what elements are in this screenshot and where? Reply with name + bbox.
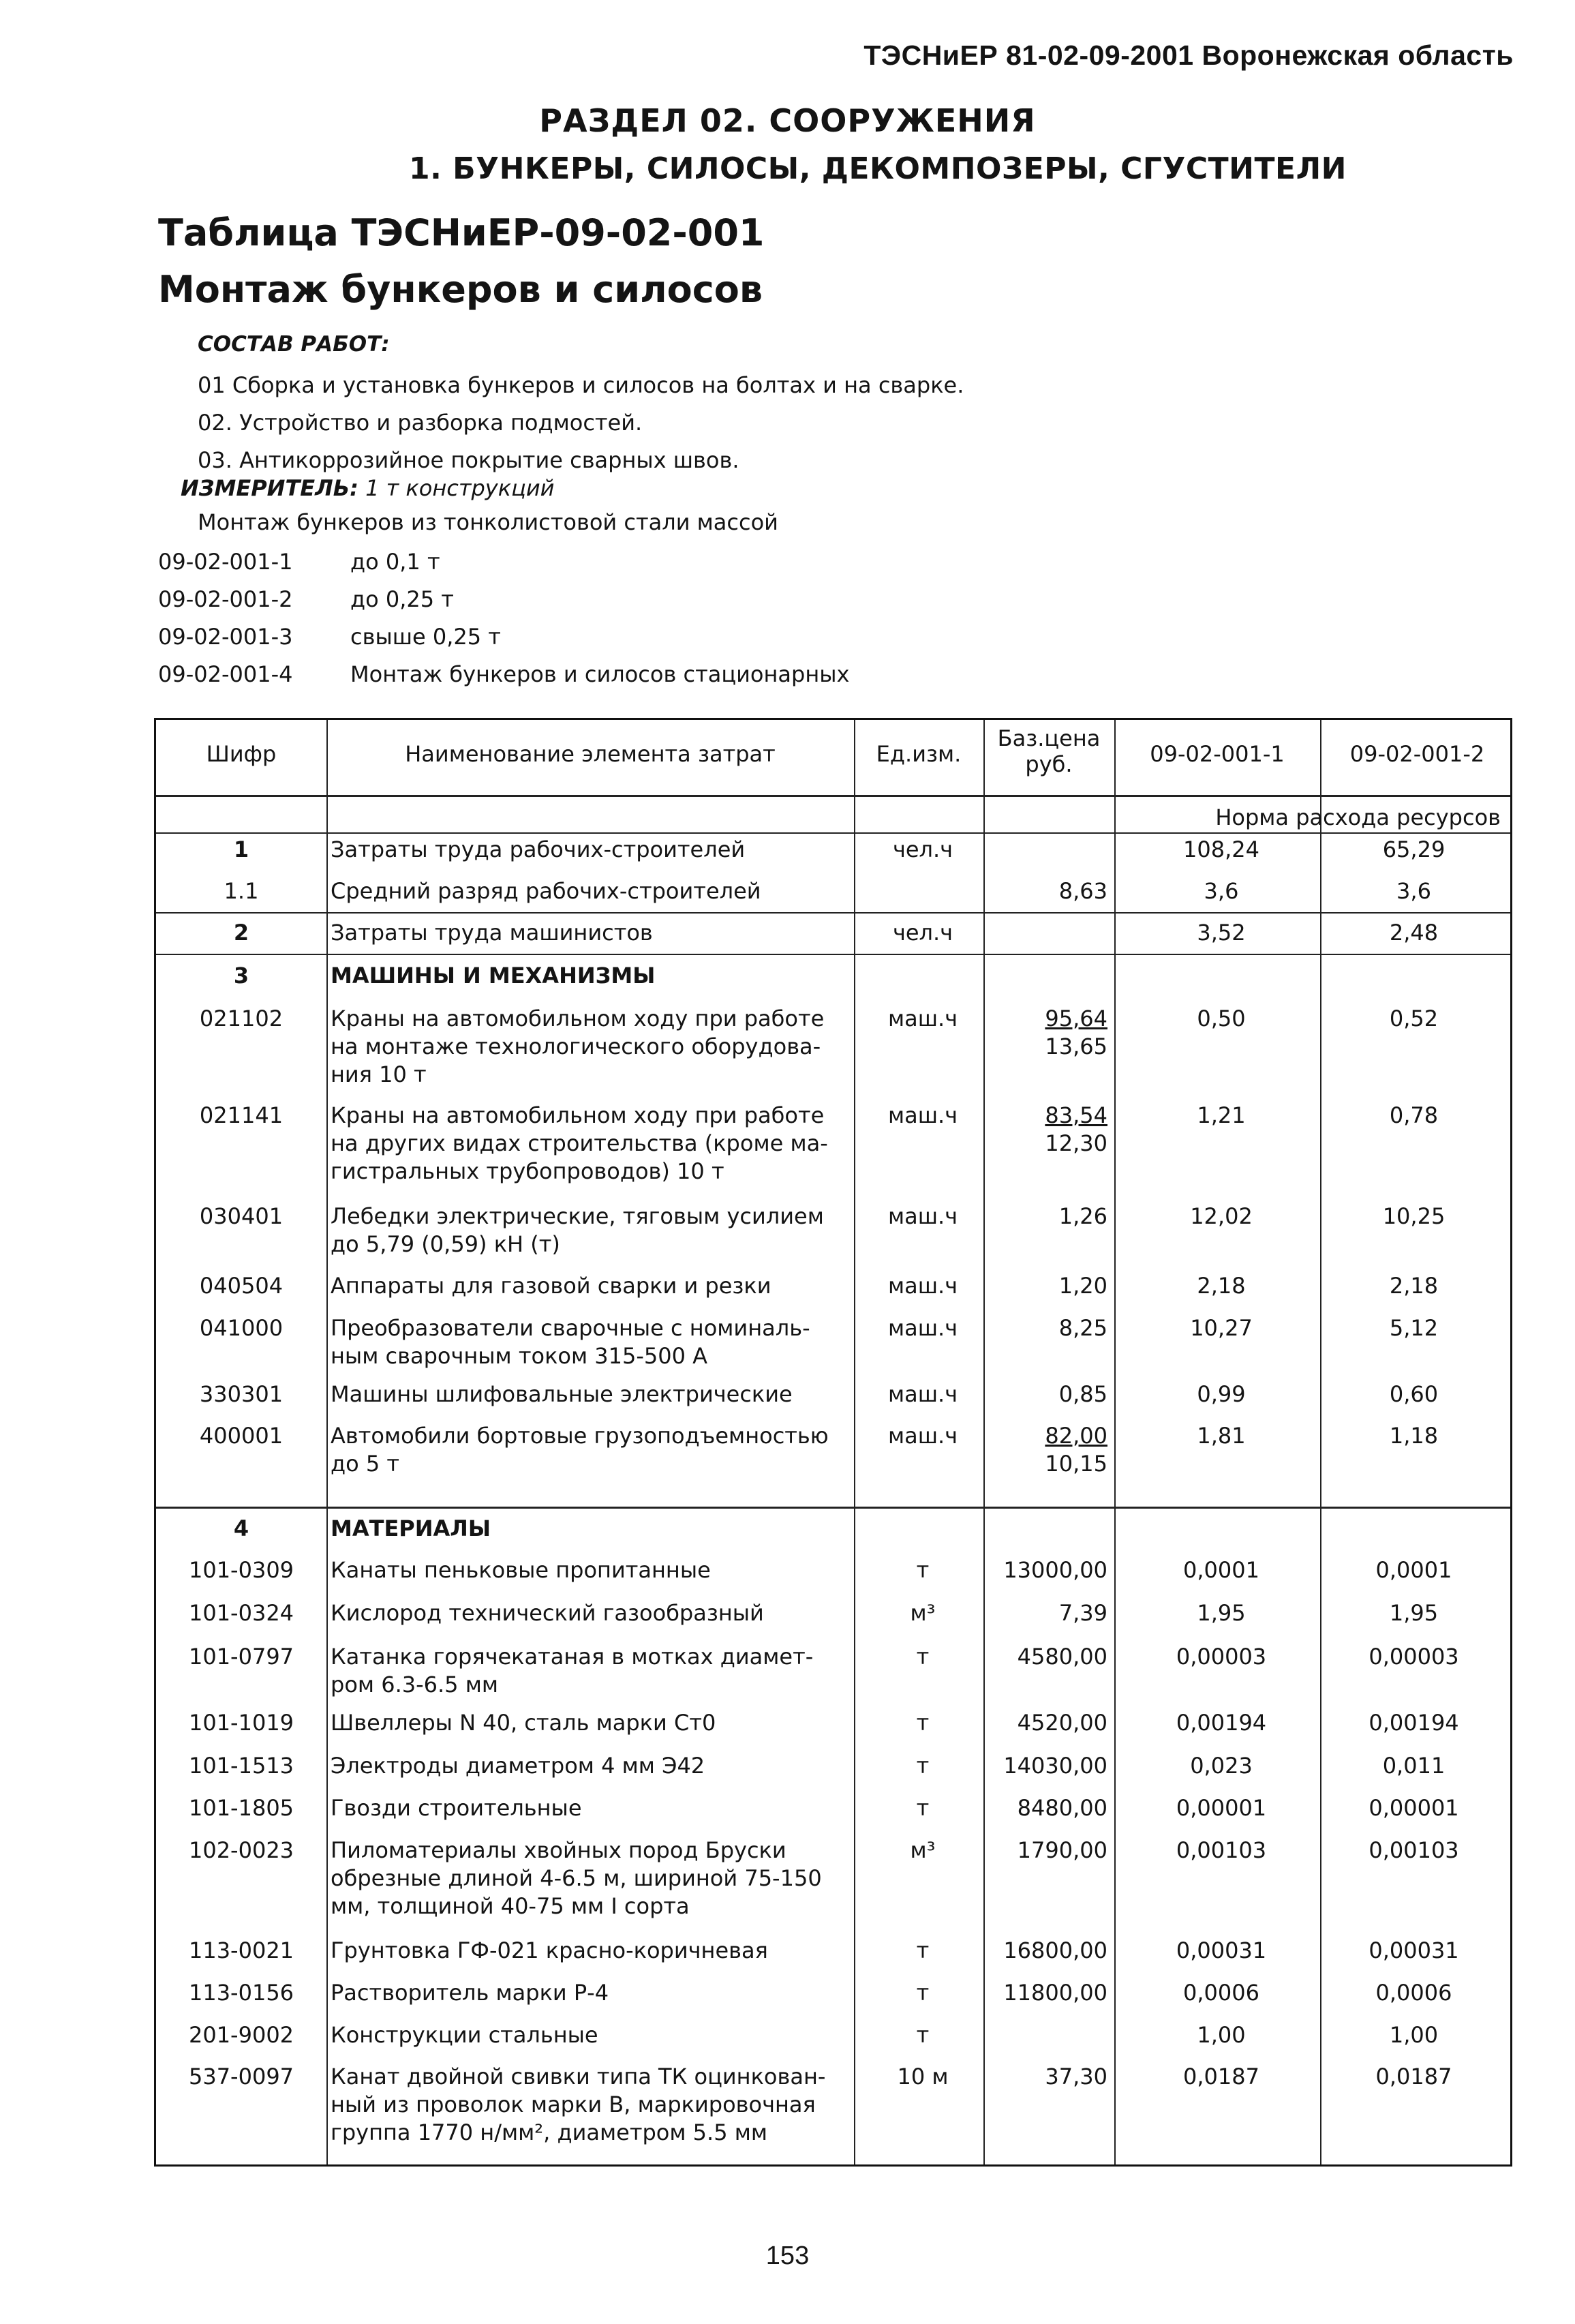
composition-list [198,367,964,479]
row-name: Аппараты для газовой сварки и резки [331,1273,771,1299]
row-name: Пиломатериалы хвойных пород Бруски обрезные длиной 4-6.5 м, шириной 75-150 мм, толщиной 40-75 мм I сорта [331,1837,822,1919]
row-value-col1: 0,00031 [1176,1937,1267,1963]
row-value-col2: 2,48 [1389,920,1439,946]
row-value-col1: 1,95 [1197,1600,1246,1626]
row-unit: 10 м [897,2064,949,2089]
header-price [983,725,1114,777]
row-name: Преобразователи сварочные с номиналь-ным сварочным током 315-500 А [331,1315,810,1369]
row-code: 3 [233,963,249,989]
meter-line [181,475,554,501]
header-price-line2: руб. [1025,751,1073,777]
composition-item: 01 Сборка и установка бункеров и силосов на болтах и на сварке. [198,372,964,398]
group-heading-machines: МАШИНЫ И МЕХАНИЗМЫ [331,963,656,989]
row-code: 1 [233,836,249,862]
code-row [158,543,849,581]
row-value-col1: 1,00 [1197,2022,1246,2048]
meter-label: ИЗМЕРИТЕЛЬ: [181,475,358,501]
row-value-col2: 0,011 [1382,1753,1446,1779]
row-value-col2: 1,00 [1389,2022,1439,2048]
row-unit: т [916,1937,930,1963]
row-price: 95,64 [1045,1006,1107,1031]
row-value-col1: 10,27 [1190,1315,1253,1341]
row-divider [156,954,1510,955]
row-price: 16800,00 [1003,1937,1107,1963]
row-divider [156,1507,1510,1509]
row-name: Растворитель марки Р-4 [331,1980,609,2006]
row-code: 330301 [199,1381,284,1407]
row-code: 041000 [199,1315,284,1341]
code-desc: до 0,25 т [350,586,454,612]
header-code: Шифр [206,741,277,767]
row-name: Автомобили бортовые грузоподъемностью до 5 т [331,1423,829,1477]
norm-label: Норма расхода ресурсов [1215,804,1501,830]
row-value-col1: 0,0006 [1183,1980,1259,2006]
row-code: 1.1 [224,878,259,904]
code-row [158,618,849,656]
row-code: 101-0797 [188,1644,294,1670]
header-divider [156,795,1510,797]
row-divider [156,912,1510,914]
document-code-header: ТЭСНиЕР 81-02-09-2001 Воронежская область [863,40,1514,71]
row-name: Канат двойной свивки типа ТК оцинкован-ный из проволок марки В, маркировочная группа 1770 н/мм², диаметром 5.5 мм [331,2064,826,2145]
row-value-col2: 2,18 [1389,1273,1439,1299]
subsection-title: 1. БУНКЕРЫ, СИЛОСЫ, ДЕКОМПОЗЕРЫ, СГУСТИТЕЛИ [409,151,1347,186]
row-value-col1: 12,02 [1190,1203,1253,1229]
row-price: 1,20 [1058,1273,1107,1299]
row-value-col2: 5,12 [1389,1315,1439,1341]
code-desc: свыше 0,25 т [350,624,501,650]
header-price-line1: Баз.цена [997,725,1101,751]
code-row [158,656,849,693]
header-col1: 09-02-001-1 [1150,741,1285,767]
row-value-col2: 0,00003 [1368,1644,1459,1670]
row-code: 201-9002 [188,2022,294,2048]
row-code: 2 [233,920,249,946]
page-number: 153 [765,2242,810,2270]
row-name: Канаты пеньковые пропитанные [331,1557,711,1583]
row-code: 113-0021 [188,1937,294,1963]
row-value-col1: 3,6 [1204,878,1239,904]
row-value-col1: 0,50 [1197,1006,1246,1031]
row-price: 11800,00 [1003,1980,1107,2006]
row-name: Грунтовка ГФ-021 красно-коричневая [331,1937,768,1963]
row-value-col1: 0,023 [1190,1753,1253,1779]
row-value-col2: 0,52 [1389,1006,1439,1031]
row-value-col1: 1,21 [1197,1102,1246,1128]
row-name: Электроды диаметром 4 мм Э42 [331,1753,705,1779]
row-code: 400001 [199,1423,284,1449]
row-unit: т [916,1753,930,1779]
row-price: 4520,00 [1017,1710,1107,1736]
row-value-col1: 0,99 [1197,1381,1246,1407]
row-value-col2: 0,00031 [1368,1937,1459,1963]
row-unit: маш.ч [887,1273,958,1299]
row-price: 13000,00 [1003,1557,1107,1583]
row-code: 040504 [199,1273,284,1299]
composition-heading: СОСТАВ РАБОТ: [198,332,390,357]
row-name: Катанка горячекатаная в мотках диамет-ром 6.3-6.5 мм [331,1644,814,1697]
row-code: 102-0023 [188,1837,294,1863]
row-unit: маш.ч [887,1006,958,1031]
row-value-col2: 0,00194 [1368,1710,1459,1736]
row-price: 1,26 [1058,1203,1107,1229]
header-col2: 09-02-001-2 [1349,741,1485,767]
row-value-col1: 3,52 [1197,920,1246,946]
row-value-col2: 0,78 [1389,1102,1439,1128]
row-value-col2: 0,00103 [1368,1837,1459,1863]
row-value-col1: 0,00194 [1176,1710,1267,1736]
row-name: Краны на автомобильном ходу при работе на других видах строительства (кроме ма-гистральных трубопроводов) 10 т [331,1102,828,1184]
row-name: Затраты труда машинистов [331,920,653,946]
row-price: 83,54 [1045,1102,1107,1128]
row-code: 113-0156 [188,1980,294,2006]
mount-intro: Монтаж бункеров из тонколистовой стали массой [198,509,778,535]
row-name: Кислород технический газообразный [331,1600,764,1626]
row-value-col2: 1,18 [1389,1423,1439,1449]
row-price: 8,25 [1058,1315,1107,1341]
row-unit: т [916,1710,930,1736]
section-title: РАЗДЕЛ 02. СООРУЖЕНИЯ [539,102,1036,139]
row-value-col1: 0,00001 [1176,1795,1267,1821]
row-code: 4 [233,1515,249,1541]
row-name: Конструкции стальные [331,2022,598,2048]
group-heading-materials: МАТЕРИАЛЫ [331,1515,491,1541]
composition-item: 03. Антикоррозийное покрытие сварных швов. [198,447,739,473]
row-unit: чел.ч [892,920,953,946]
row-price: 37,30 [1045,2064,1107,2089]
codes-list [158,543,849,693]
row-unit: чел.ч [892,836,953,862]
row-price: 7,39 [1058,1600,1107,1626]
row-value-col2: 0,0001 [1375,1557,1452,1583]
code-desc: Монтаж бункеров и силосов стационарных [350,661,850,687]
row-value-col2: 0,00001 [1368,1795,1459,1821]
row-unit: т [916,1795,930,1821]
column-divider [326,720,328,2164]
row-value-col2: 0,0187 [1375,2064,1452,2089]
row-code: 101-1513 [188,1753,294,1779]
row-price: 4580,00 [1017,1644,1107,1670]
row-name: Средний разряд рабочих-строителей [331,878,761,904]
row-name: Краны на автомобильном ходу при работе на монтаже технологического оборудова-ния 10 т [331,1006,825,1087]
row-name: Затраты труда рабочих-строителей [331,836,746,862]
meter-value: 1 т конструкций [365,475,555,501]
code-desc: до 0,1 т [350,549,440,575]
row-code: 030401 [199,1203,284,1229]
table-title: Таблица ТЭСНиЕР-09-02-001 [158,211,765,254]
row-divider [156,832,1510,834]
row-price: 8,63 [1058,878,1107,904]
row-price-machinist: 10,15 [1045,1451,1107,1477]
row-unit: м³ [910,1600,936,1626]
row-value-col2: 10,25 [1382,1203,1446,1229]
row-price: 0,85 [1058,1381,1107,1407]
row-price: 82,00 [1045,1423,1107,1449]
row-value-col1: 0,00003 [1176,1644,1267,1670]
row-unit: маш.ч [887,1102,958,1128]
header-name: Наименование элемента затрат [405,741,776,767]
row-price-machinist: 13,65 [1045,1033,1107,1059]
header-unit: Ед.изм. [876,741,962,767]
work-title: Монтаж бункеров и силосов [158,268,763,311]
row-unit: м³ [910,1837,936,1863]
resource-norms-table [154,718,1512,2167]
row-name: Машины шлифовальные электрические [331,1381,793,1407]
row-value-col1: 0,00103 [1176,1837,1267,1863]
row-name: Лебедки электрические, тяговым усилием до 5,79 (0,59) кН (т) [331,1203,824,1257]
code-id: 09-02-001-4 [158,661,293,687]
row-unit: маш.ч [887,1423,958,1449]
row-code: 101-1019 [188,1710,294,1736]
row-unit: маш.ч [887,1381,958,1407]
row-code: 537-0097 [188,2064,294,2089]
row-code: 101-0324 [188,1600,294,1626]
row-code: 021102 [199,1006,284,1031]
row-unit: т [916,1644,930,1670]
column-divider [1114,720,1116,2164]
row-unit: маш.ч [887,1203,958,1229]
row-price-machinist: 12,30 [1045,1130,1107,1156]
row-value-col1: 2,18 [1197,1273,1246,1299]
code-row [158,581,849,618]
row-value-col1: 1,81 [1197,1423,1246,1449]
row-name: Швеллеры N 40, сталь марки Ст0 [331,1710,716,1736]
row-value-col2: 0,60 [1389,1381,1439,1407]
row-price: 14030,00 [1003,1753,1107,1779]
row-value-col1: 0,0001 [1183,1557,1259,1583]
row-price: 8480,00 [1017,1795,1107,1821]
row-unit: т [916,2022,930,2048]
row-name: Гвозди строительные [331,1795,582,1821]
row-value-col2: 65,29 [1382,836,1446,862]
row-value-col2: 1,95 [1389,1600,1439,1626]
code-id: 09-02-001-3 [158,624,293,650]
row-price: 1790,00 [1017,1837,1107,1863]
row-code: 101-1805 [188,1795,294,1821]
row-value-col1: 108,24 [1183,836,1259,862]
row-code: 021141 [199,1102,284,1128]
row-value-col2: 0,0006 [1375,1980,1452,2006]
code-id: 09-02-001-2 [158,586,293,612]
composition-item: 02. Устройство и разборка подмостей. [198,410,643,436]
row-unit: маш.ч [887,1315,958,1341]
row-unit: т [916,1557,930,1583]
row-value-col1: 0,0187 [1183,2064,1259,2089]
row-unit: т [916,1980,930,2006]
row-code: 101-0309 [188,1557,294,1583]
row-value-col2: 3,6 [1396,878,1431,904]
code-id: 09-02-001-1 [158,549,293,575]
